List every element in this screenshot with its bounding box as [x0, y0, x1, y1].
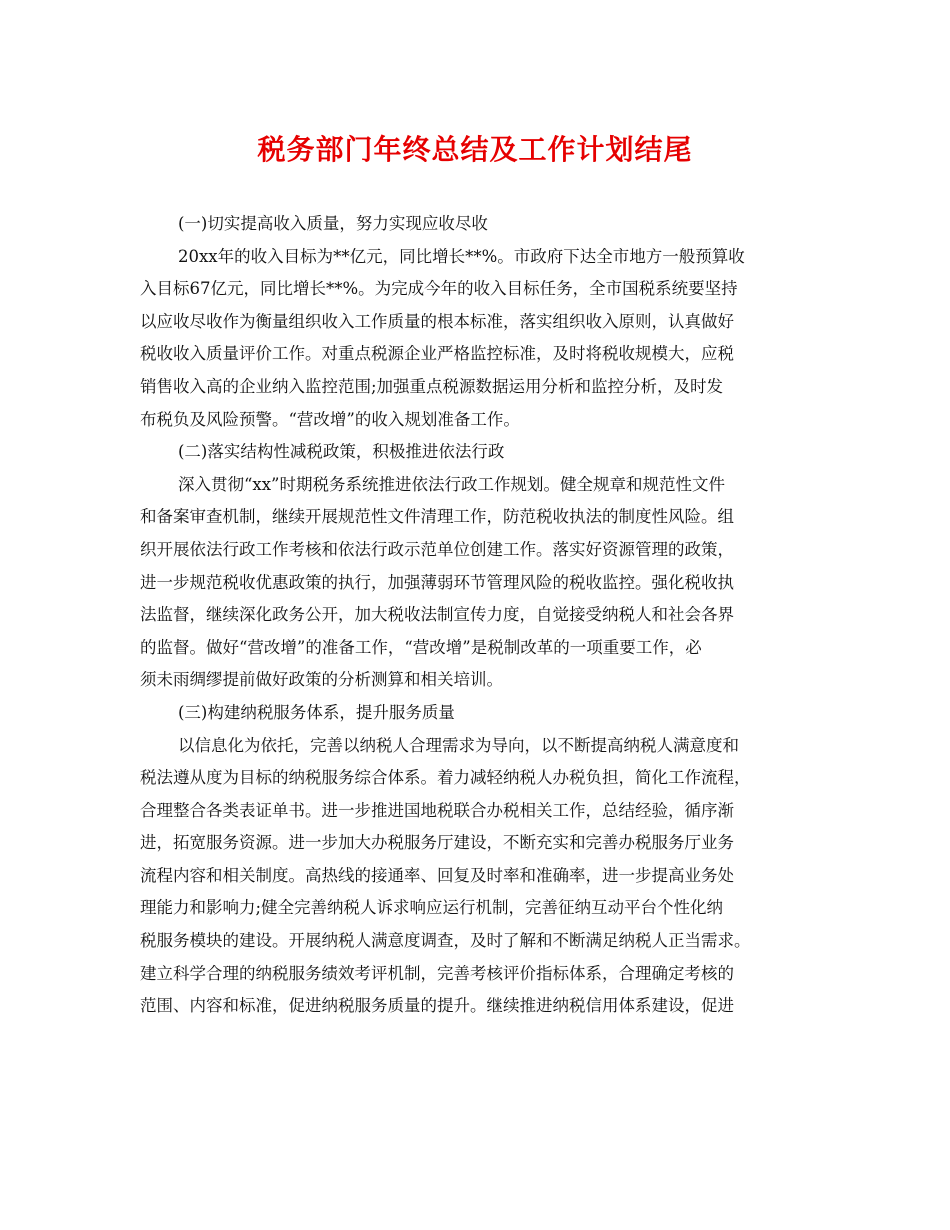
text-line: 税法遵从度为目标的纳税服务综合体系。着力减轻纳税人办税负担，简化工作流程， — [140, 768, 751, 788]
text-line: 织开展依法行政工作考核和依法行政示范单位创建工作。落实好资源管理的政策， — [140, 539, 734, 559]
document-body — [140, 208, 820, 1023]
text-line: 流程内容和相关制度。高热线的接通率、回复及时率和准确率，进一步提高业务处 — [140, 865, 734, 885]
text-line: 税收收入质量评价工作。对重点税源企业严格监控标准，及时将税收规模大，应税 — [140, 344, 734, 364]
text-line: 范围、内容和标准，促进纳税服务质量的提升。继续推进纳税信用体系建设，促进 — [140, 996, 734, 1016]
text-line: 布税负及风险预警。“营改增”的收入规划准备工作。 — [140, 409, 520, 429]
text-line: 20xx年的收入目标为**亿元，同比增长**%。市政府下达全市地方一般预算收 — [178, 246, 745, 266]
text-line: (三)构建纳税服务体系，提升服务质量 — [178, 702, 455, 722]
text-line: 须未雨绸缪提前做好政策的分析测算和相关培训。 — [140, 670, 503, 690]
text-line: 深入贯彻“xx”时期税务系统推进依法行政工作规划。健全规章和规范性文件 — [178, 474, 725, 494]
text-line: 合理整合各类表证单书。进一步推进国地税联合办税相关工作，总结经验，循序渐 — [140, 800, 734, 820]
text-line: 进，拓宽服务资源。进一步加大办税服务厅建设，不断充实和完善办税服务厅业务 — [140, 833, 734, 853]
text-line: 税服务模块的建设。开展纳税人满意度调查，及时了解和不断满足纳税人正当需求。 — [140, 931, 751, 951]
text-line: 进一步规范税收优惠政策的执行，加强薄弱环节管理风险的税收监控。强化税收执 — [140, 572, 734, 592]
text-line: 理能力和影响力;健全完善纳税人诉求响应运行机制，完善征纳互动平台个性化纳 — [140, 898, 724, 918]
text-line: 以应收尽收作为衡量组织收入工作质量的根本标准，落实组织收入原则，认真做好 — [140, 311, 734, 331]
text-line: (二)落实结构性减税政策，积极推进依法行政 — [178, 442, 505, 462]
text-line: 建立科学合理的纳税服务绩效考评机制，完善考核评价指标体系，合理确定考核的 — [140, 963, 734, 983]
text-line: 以信息化为依托，完善以纳税人合理需求为导向，以不断提高纳税人满意度和 — [178, 735, 739, 755]
text-line: 和备案审查机制，继续开展规范性文件清理工作，防范税收执法的制度性风险。组 — [140, 507, 734, 527]
document-title: 税务部门年终总结及工作计划结尾 — [257, 133, 693, 166]
text-line: 法监督，继续深化政务公开，加大税收法制宣传力度，自觉接受纳税人和社会各界 — [140, 605, 734, 625]
text-line: 的监督。做好“营改增”的准备工作，“营改增”是税制改革的一项重要工作，必 — [140, 637, 702, 657]
text-line: 销售收入高的企业纳入监控范围;加强重点税源数据运用分析和监控分析，及时发 — [140, 376, 724, 396]
text-line: (一)切实提高收入质量，努力实现应收尽收 — [178, 214, 488, 233]
text-line: 入目标67亿元，同比增长**%。为完成今年的收入目标任务，全市国税系统要坚持 — [140, 279, 738, 299]
